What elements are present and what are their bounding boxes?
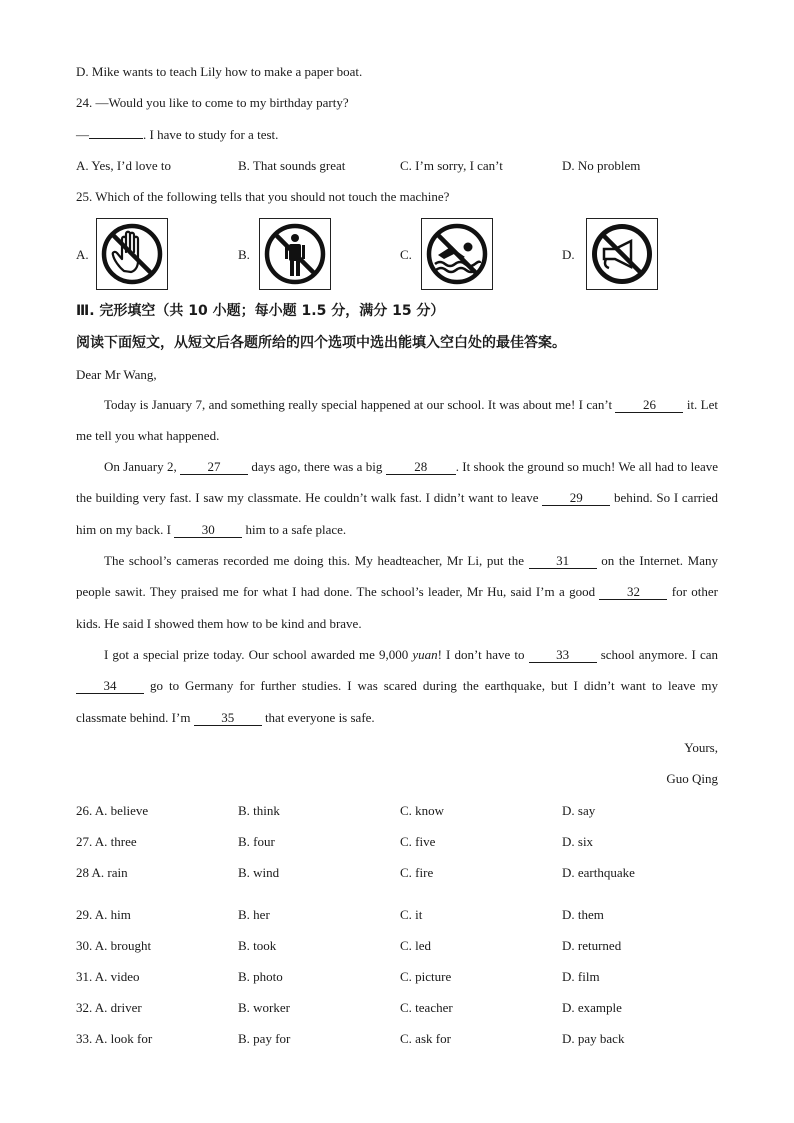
choice-33-c[interactable]: C. ask for <box>400 1031 451 1046</box>
blank-33[interactable]: 33 <box>529 648 597 663</box>
choice-28-a[interactable]: 28 A. rain <box>76 865 128 880</box>
q25-label-d: D. <box>562 247 575 262</box>
choice-27-d[interactable]: D. six <box>562 834 594 849</box>
letter-paragraph-3: The school’s cameras recorded me doing this. My headteacher, Mr Li, put the 31 on the Internet. Many people sawit. They praised me for what I had done. The school’s leader, Mr Hu, said I’m a good 32 for other kids. He said I showed them how to be kind and brave. <box>76 553 718 631</box>
choice-32-c[interactable]: C. teacher <box>400 1000 453 1015</box>
choice-26-c[interactable]: C. know <box>400 803 445 818</box>
choice-33-a[interactable]: 33. A. look for <box>76 1031 153 1046</box>
q24-option-a: A. Yes, I’d love to <box>76 158 171 173</box>
no-horn-icon <box>586 218 658 290</box>
blank-29[interactable]: 29 <box>542 491 610 506</box>
blank-35[interactable]: 35 <box>194 711 262 726</box>
choice-29-c[interactable]: C. it <box>400 907 423 922</box>
letter-salutation: Dear Mr Wang, <box>76 367 157 382</box>
choice-33-b[interactable]: B. pay for <box>238 1031 291 1046</box>
choice-29-d[interactable]: D. them <box>562 907 604 922</box>
letter-paragraph-4: I got a special prize today. Our school awarded me 9,000 yuan! I don’t have to 33 school anymore. I can 34 go to Germany for further studies. I was scared during the earthquake, but I didn’t want to leave my classmate behind. I’m 35 that everyone is safe. <box>76 647 719 725</box>
q25-label-a: A. <box>76 247 89 262</box>
choice-30-c[interactable]: C. led <box>400 938 432 953</box>
q25-label-b: B. <box>238 247 250 262</box>
q24-reply-text: . I have to study for a test. <box>143 127 279 142</box>
choice-31-d[interactable]: D. film <box>562 969 600 984</box>
q23-option-d: D. Mike wants to teach Lily how to make a paper boat. <box>76 64 363 79</box>
choice-27-c[interactable]: C. five <box>400 834 436 849</box>
choice-30-d[interactable]: D. returned <box>562 938 622 953</box>
choice-30-a[interactable]: 30. A. brought <box>76 938 152 953</box>
choice-31-b[interactable]: B. photo <box>238 969 283 984</box>
blank-34[interactable]: 34 <box>76 679 144 694</box>
blank-26[interactable]: 26 <box>615 398 683 413</box>
letter-closing: Yours, <box>684 740 718 755</box>
no-touching-hand-icon <box>96 218 168 290</box>
choice-31-c[interactable]: C. picture <box>400 969 452 984</box>
choice-30-b[interactable]: B. took <box>238 938 277 953</box>
choice-28-b[interactable]: B. wind <box>238 865 280 880</box>
choice-29-b[interactable]: B. her <box>238 907 270 922</box>
blank-27[interactable]: 27 <box>180 460 248 475</box>
letter-signature: Guo Qing <box>666 771 718 786</box>
q24-option-b: B. That sounds great <box>238 158 346 173</box>
letter-paragraph-1: Today is January 7, and something really special happened at our school. It was about me! I can’t 26 it. Let me tell you what happened. <box>76 397 719 444</box>
section-heading: Ⅲ. 完形填空（共 10 小题；每小题 1.5 分，满分 15 分） <box>76 303 445 319</box>
q25-stem: 25. Which of the following tells that you should not touch the machine? <box>76 189 450 204</box>
letter-paragraph-2: On January 2, 27 days ago, there was a big 28 . It shook the ground so much! We all had to leave the building very fast. I saw my classmate. He couldn’t walk fast. I didn’t want to leave 29 behind. So I carried him on my back. I 30 him to a safe place. <box>76 459 718 537</box>
blank-30[interactable]: 30 <box>174 523 242 538</box>
no-swimming-icon <box>421 218 493 290</box>
choice-32-a[interactable]: 32. A. driver <box>76 1000 142 1015</box>
choice-32-d[interactable]: D. example <box>562 1000 622 1015</box>
q24-answer-blank[interactable] <box>89 138 143 139</box>
choice-33-d[interactable]: D. pay back <box>562 1031 625 1046</box>
q24-reply <box>76 127 278 143</box>
choice-27-a[interactable]: 27. A. three <box>76 834 137 849</box>
q25-label-c: C. <box>400 247 412 262</box>
choice-28-d[interactable]: D. earthquake <box>562 865 635 880</box>
choice-26-a[interactable]: 26. A. believe <box>76 803 149 818</box>
choice-31-a[interactable]: 31. A. video <box>76 969 140 984</box>
blank-32[interactable]: 32 <box>599 585 667 600</box>
q24-reply-dash: — <box>76 127 89 142</box>
choice-27-b[interactable]: B. four <box>238 834 275 849</box>
section-instruction: 阅读下面短文，从短文后各题所给的四个选项中选出能填入空白处的最佳答案。 <box>76 335 566 351</box>
no-standing-person-icon <box>259 218 331 290</box>
choice-29-a[interactable]: 29. A. him <box>76 907 131 922</box>
q24-option-d: D. No problem <box>562 158 641 173</box>
blank-31[interactable]: 31 <box>529 554 597 569</box>
choice-32-b[interactable]: B. worker <box>238 1000 290 1015</box>
choice-28-c[interactable]: C. fire <box>400 865 434 880</box>
q24-stem: 24. —Would you like to come to my birthday party? <box>76 95 349 110</box>
choice-26-b[interactable]: B. think <box>238 803 280 818</box>
blank-28[interactable]: 28 <box>386 460 456 475</box>
choice-26-d[interactable]: D. say <box>562 803 596 818</box>
q24-option-c: C. I’m sorry, I can’t <box>400 158 503 173</box>
